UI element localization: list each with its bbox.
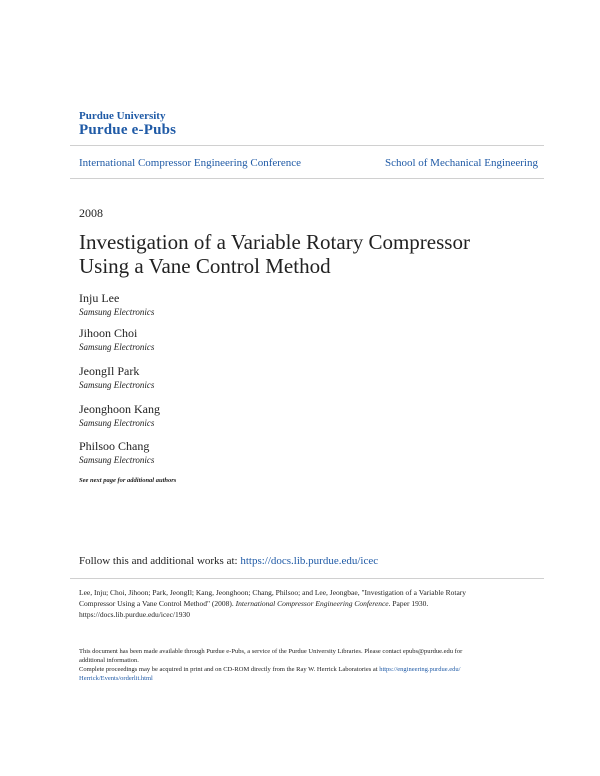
notice-text: Complete proceedings may be acquired in print and on CD-ROM directly from the Ray W. Herrick Laboratories at (79, 666, 380, 673)
author-name: JeongIl Park (79, 364, 140, 378)
divider-links (70, 178, 544, 179)
follow-url-link[interactable]: https://docs.lib.purdue.edu/icec (240, 555, 379, 567)
school-link[interactable]: School of Mechanical Engineering (384, 157, 538, 169)
citation-paper-number: . Paper 1930. (388, 599, 429, 608)
see-next-page-note: See next page for additional authors (79, 477, 177, 484)
notice-block (79, 647, 529, 683)
author-name: Philsoo Chang (79, 439, 150, 453)
conference-link[interactable]: International Compressor Engineering Conference (79, 157, 302, 169)
title-line-1: Investigation of a Variable Rotary Compressor (79, 230, 470, 254)
paper-title (79, 230, 549, 278)
herrick-link-part-2[interactable]: Herrick/Events/orderlit.html (79, 675, 153, 682)
citation-url[interactable]: https://docs.lib.purdue.edu/icec/1930 (79, 610, 191, 619)
notice-line-3 (79, 665, 529, 674)
citation-conference: International Compressor Engineering Conference (235, 599, 389, 608)
author-name: Inju Lee (79, 291, 120, 305)
title-line-2: Using a Vane Control Method (79, 254, 331, 278)
notice-line-2: additional information. (79, 657, 139, 664)
herrick-link-part-1[interactable]: https://engineering.purdue.edu/ (379, 666, 461, 673)
university-name: Purdue University (79, 110, 166, 122)
author-name: Jeonghoon Kang (79, 402, 160, 416)
repository-name[interactable]: Purdue e-Pubs (79, 122, 177, 138)
follow-text: Follow this and additional works at: (79, 555, 241, 567)
citation-block (79, 587, 519, 620)
divider-citation (70, 578, 544, 579)
citation-line-2 (79, 598, 519, 609)
notice-line-1: This document has been made available through Purdue e-Pubs, a service of the Purdue University Libraries. Please contact epubs@purdue.edu for (79, 648, 463, 655)
citation-text: Compressor Using a Vane Control Method" (2008). (79, 599, 236, 608)
author-affiliation: Samsung Electronics (79, 418, 155, 428)
author-affiliation: Samsung Electronics (79, 455, 155, 465)
author-affiliation: Samsung Electronics (79, 307, 155, 317)
citation-line-1: Lee, Inju; Choi, Jihoon; Park, JeongIl; Kang, Jeonghoon; Chang, Philsoo; and Lee, Jeongbae, "Investigation of a Variable Rotary (79, 588, 467, 597)
divider-top (70, 145, 544, 146)
publication-year: 2008 (79, 206, 103, 220)
follow-line (79, 555, 378, 567)
author-affiliation: Samsung Electronics (79, 342, 155, 352)
author-affiliation: Samsung Electronics (79, 380, 155, 390)
author-name: Jihoon Choi (79, 326, 138, 340)
